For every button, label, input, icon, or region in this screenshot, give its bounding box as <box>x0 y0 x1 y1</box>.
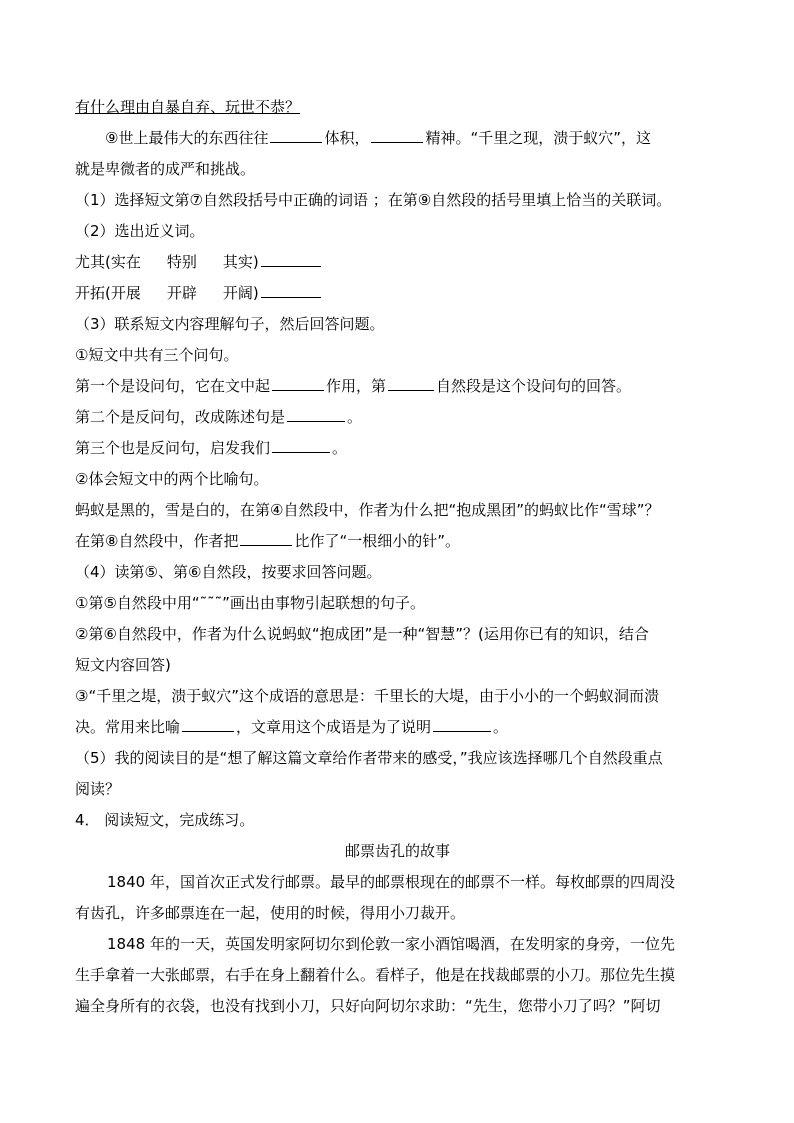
blank-8[interactable] <box>182 717 234 732</box>
blank-2[interactable] <box>371 128 423 143</box>
text-line: 短文内容回答) <box>75 656 171 674</box>
section-4-heading: 4． 阅读短文，完成练习。 <box>75 811 255 829</box>
text-line: 阅读？ <box>75 780 121 798</box>
story-paragraph-1: 1840 年，国首次正式发行邮票。最早的邮票根现在的邮票不一样。每枚邮票的四周没 <box>107 873 675 891</box>
text-line: ②第⑥自然段中，作者为什么说蚂蚁“抱成团”是一种“智慧”？(运用你已有的知识，结合 <box>75 625 649 643</box>
text-line: 第二个是反问句，改成陈述句是 。 <box>75 408 363 426</box>
blank-3[interactable] <box>272 376 324 391</box>
text-line: ①第⑤自然段中用“˜˜˜”画出由事物引起联想的句子。 <box>75 594 425 612</box>
question-4: （4）读第⑤、第⑥自然段，按要求回答问题。 <box>75 563 382 581</box>
blank-synonym-1[interactable] <box>261 252 321 267</box>
paragraph-9: ⑨世上最伟大的东西往往 体积， 精神。“千里之现，溃于蚁穴”，这 <box>105 129 652 147</box>
blank-7[interactable] <box>240 531 292 546</box>
story-title: 邮票齿孔的故事 <box>344 842 450 860</box>
text-line: ③“千里之堤，溃于蚁穴”这个成语的意思是：千里长的大堤，由于小小的一个蚂蚁洞而溃 <box>75 687 659 705</box>
question-2: （2）选出近义词。 <box>75 222 205 240</box>
text-line: 第一个是设问句，它在文中起 作用，第 自然段是这个设问句的回答。 <box>75 377 632 395</box>
blank-1[interactable] <box>270 128 322 143</box>
blank-6[interactable] <box>272 438 330 453</box>
text-line: 遍全身所有的衣袋，也没有找到小刀，只好向阿切尔求助：“先生，您带小刀了吗？”阿切 <box>75 997 661 1015</box>
text-line: 蚂蚁是黑的，雪是白的，在第④自然段中，作者为什么把“抱成黑团”的蚂蚁比作“雪球”？ <box>75 501 660 519</box>
text-line: 就是卑微者的成严和挑战。 <box>75 160 256 178</box>
text-line: ②体会短文中的两个比喻句。 <box>75 470 269 488</box>
blank-synonym-2[interactable] <box>261 283 321 298</box>
story-paragraph-2: 1848 年的一天，英国发明家阿切尔到伦敦一家小酒馆喝酒，在发明家的身旁，一位先 <box>107 935 675 953</box>
text-line: 决。常用来比喻 ，文章用这个成语是为了说明 。 <box>75 718 509 736</box>
text-line: 生手拿着一大张邮票，右手在身上翻着什么。看样子，他是在找裁邮票的小刀。那位先生摸 <box>75 966 676 984</box>
blank-9[interactable] <box>433 717 491 732</box>
text-line: 第三个也是反问句，启发我们 。 <box>75 439 348 457</box>
text-line <box>75 92 720 123</box>
question-1: （1）选择短文第⑦自然段括号中正确的词语 ；在第⑨自然段的括号里填上恰当的关联词。 <box>75 191 672 209</box>
question-5: （5）我的阅读目的是“想了解这篇文章给作者带来的感受，”我应该选择哪几个自然段重点 <box>75 749 663 767</box>
synonym-row-2: 开拓(开展 开辟 开阔) <box>75 278 720 309</box>
text-line: ①短文中共有三个问句。 <box>75 346 239 364</box>
blank-4[interactable] <box>388 376 434 391</box>
blank-5[interactable] <box>287 407 345 422</box>
document-page <box>75 92 720 1022</box>
text-line: 有齿孔，许多邮票连在一起，使用的时候，得用小刀裁开。 <box>75 904 466 922</box>
question-3: （3）联系短文内容理解句子，然后回答问题。 <box>75 315 385 333</box>
synonym-row-1: 尤其(实在 特别 其实) <box>75 247 720 278</box>
underlined-sentence: 有什么理由自暴自弃、玩世不恭？ <box>75 98 301 116</box>
text-line: 在第⑧自然段中，作者把 比作了“一根细小的针”。 <box>75 532 460 550</box>
